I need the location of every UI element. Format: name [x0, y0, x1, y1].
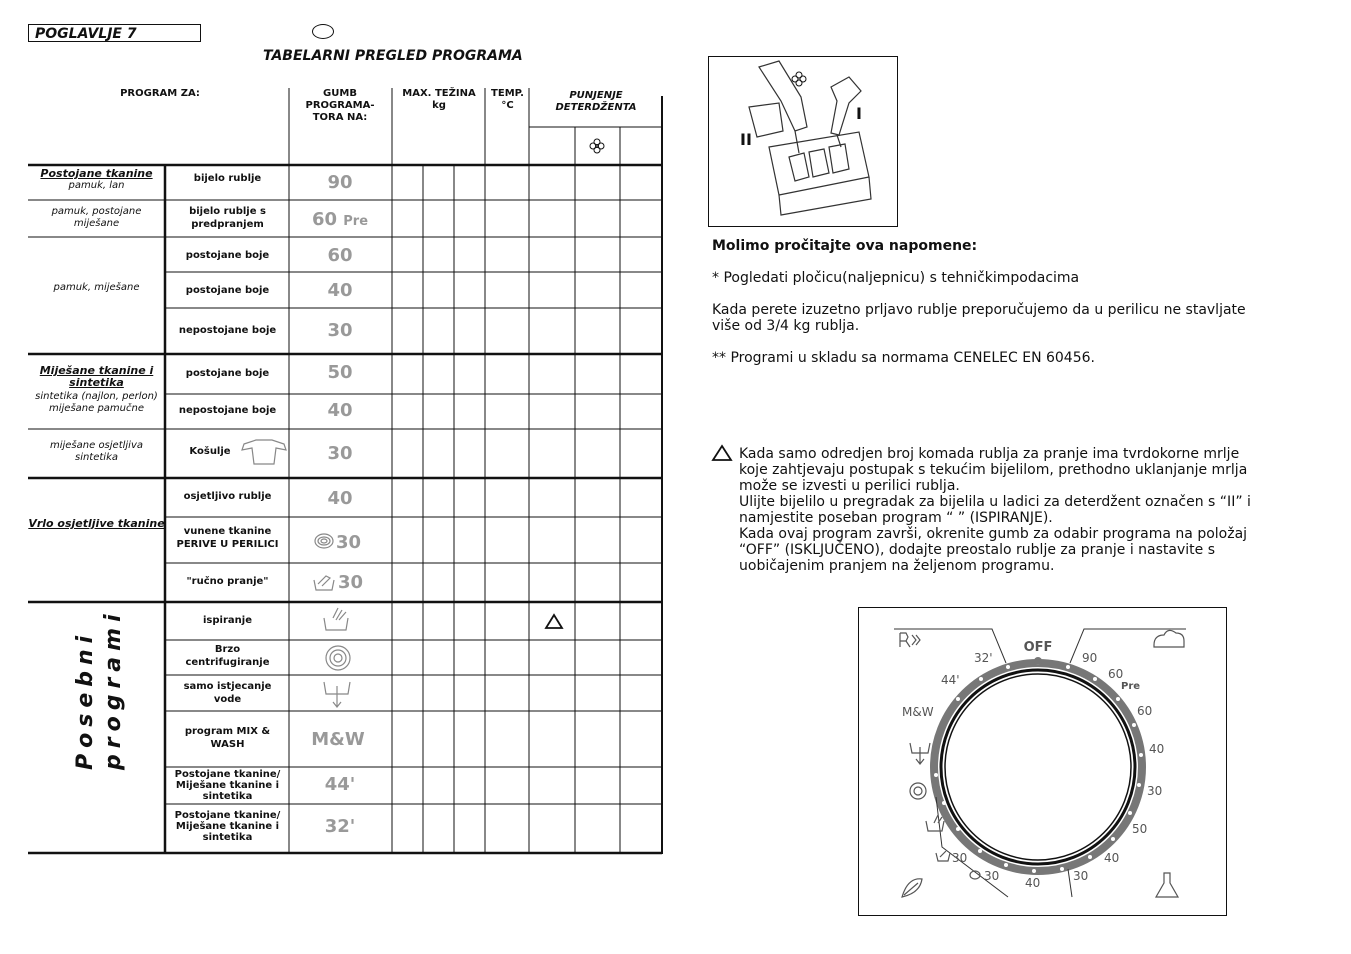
warning-triangle-icon [544, 613, 564, 630]
note-1: * Pogledati pločicu(naljepnicu) s tehničkimpodacima [712, 270, 1080, 286]
col-weight: MAX. TEŽINA kg [402, 88, 476, 111]
dial-label-30c: 30 [984, 869, 1000, 883]
dial-label-40b: 40 [1104, 851, 1120, 865]
program-row-16: Postojane tkanine/ Miješane tkanine i sintetika [174, 769, 281, 802]
category-durable: Postojane tkanine pamuk, lan [40, 167, 153, 191]
drawer-label-i: I [856, 104, 862, 123]
dial-label-90: 90 [1082, 651, 1098, 665]
program-row-6: postojane boje [185, 368, 270, 379]
dial-quick-icon [900, 633, 910, 647]
chapter-label: POGLAVLJE 7 [28, 24, 201, 42]
dial-label-50: 50 [1132, 822, 1148, 836]
dial-off: OFF [1023, 640, 1053, 655]
dial-label-60pre: 60 [1108, 667, 1124, 681]
dial-label-30a: 30 [1147, 784, 1163, 798]
category-synthetics: Miješane tkanine i sintetika sintetika (najlon, perlon) miješane pamučne [35, 364, 158, 414]
program-row-10: vunene tkanine PERIVE U PERILICI [176, 526, 279, 550]
program-row-8: Košulje [189, 446, 231, 457]
note-2: Kada perete izuzetno prljavo rublje preporučujemo da u perilicu ne stavljate više od 3/4 kg rublja. [712, 302, 1246, 334]
program-row-11: "ručno pranje" [186, 576, 269, 587]
category-special-programs: Posebni programi [73, 608, 126, 770]
drain-icon [322, 678, 352, 710]
dial-label-40a: 40 [1149, 742, 1165, 756]
dial-label-30b: 30 [1073, 869, 1089, 883]
col-program-for: PROGRAM ZA: [120, 88, 200, 99]
knob-row-1: 90 [327, 172, 353, 193]
dial-label-mw: M&W [902, 705, 934, 719]
program-row-7: nepostojane boje [178, 405, 277, 416]
dial-label-32: 32' [974, 651, 993, 665]
dial-leaf-icon [902, 879, 922, 897]
wool-icon [313, 530, 335, 550]
program-row-15: program MIX & WASH [184, 726, 271, 750]
col-temp: TEMP. °C [491, 88, 524, 111]
category-very-delicate: Vrlo osjetljive tkanine [28, 517, 165, 530]
notes-heading: Molimo pročitajte ova napomene: [712, 238, 978, 254]
program-row-2: bijelo rublje s predpranjem [189, 206, 266, 230]
category-cotton-mixed: pamuk, postojane miješane [51, 206, 142, 229]
page-title: TABELARNI PREGLED PROGRAMA [263, 48, 523, 64]
hand-wash-icon [312, 570, 336, 592]
dial-drain-icon [910, 743, 930, 764]
knob-row-9: 40 [327, 488, 353, 509]
dial-handwash-icon [936, 851, 950, 861]
program-row-5: nepostojane boje [178, 325, 277, 336]
softener-flower-icon [588, 137, 606, 155]
dial-label-44: 44' [941, 673, 960, 687]
program-row-1: bijelo rublje [193, 173, 262, 184]
shirt-icon [240, 438, 288, 466]
note-warning-icon [711, 444, 733, 462]
dial-label-30d: 30 [952, 851, 968, 865]
knob-row-16: 44' [324, 774, 356, 795]
dial-spin-icon [910, 783, 926, 799]
dial-flask-icon [1156, 873, 1178, 897]
program-row-12: ispiranje [203, 615, 252, 626]
knob-row-11: 30 [338, 572, 364, 593]
program-row-9: osjetljivo rublje [183, 491, 272, 502]
program-row-3: postojane boje [185, 250, 270, 261]
knob-row-8: 30 [327, 443, 353, 464]
spin-icon [324, 644, 352, 672]
note-3: ** Programi u skladu sa normama CENELEC EN 60456. [712, 350, 1095, 366]
program-row-4: postojane boje [185, 285, 270, 296]
program-row-17: Postojane tkanine/ Miješane tkanine i sintetika [174, 810, 281, 843]
dial-wool-icon [1154, 630, 1184, 647]
knob-row-6: 50 [327, 362, 353, 383]
col-knob: GUMB PROGRAMA- TORA NA: [305, 88, 375, 123]
knob-row-5: 30 [327, 320, 353, 341]
knob-row-4: 40 [327, 280, 353, 301]
program-row-13: Brzo centrifugiranje [185, 644, 270, 668]
knob-row-7: 40 [327, 400, 353, 421]
dial-drawing [858, 607, 1227, 916]
dial-rinse-icon [926, 815, 944, 831]
knob-row-3: 60 [327, 245, 353, 266]
col-detergent: PUNJENJE DETERDŽENTA [555, 90, 637, 113]
dial-label-pre: Pre [1121, 681, 1141, 692]
dial-label-60: 60 [1137, 704, 1153, 718]
knob-row-2: 60 Pre [311, 209, 369, 230]
dial-label-40c: 40 [1025, 876, 1041, 890]
knob-row-15: M&W [311, 729, 365, 750]
warning-note: Kada samo odredjen broj komada rublja za pranje ima tvrdokorne mrlje koje zahtjevaju postupak s tekućim bijelilom, prethodno uklanjanje mrlja može se izvesti u perilici rublja. Ulijte bijelilo u pregradak za bijelila u ladici za deterdžent označen s “II” i namjestite poseban program “ ” (ISPIRANJE). Kada ovaj program završi, okrenite gumb za odabir programa na položaj “OFF” (ISKLJUČENO), dodajte preostalo rublje za pranje i nastavite s uobičajenim pranjem na željenom programu. [739, 446, 1251, 574]
rinse-icon [322, 606, 352, 634]
drawer-label-ii: II [740, 130, 752, 149]
drawer-flower-icon [790, 70, 808, 88]
category-cotton: pamuk, miješane [53, 282, 140, 293]
category-delicate-synthetics: miješane osjetljiva sintetika [49, 440, 144, 463]
knob-row-17: 32' [324, 816, 356, 837]
knob-row-10: 30 [336, 532, 362, 553]
program-row-14: samo istjecanje vode [183, 681, 272, 705]
